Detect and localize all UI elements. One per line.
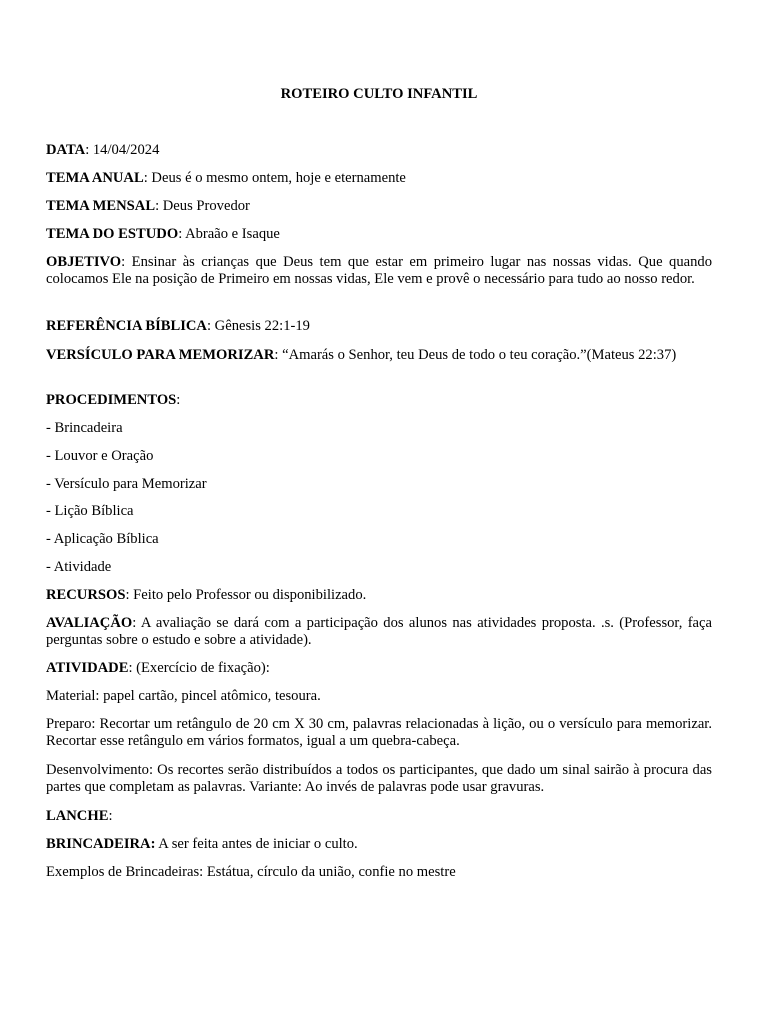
tema-anual-label: TEMA ANUAL [46, 170, 144, 186]
objetivo-paragraph [46, 254, 712, 288]
tema-mensal-value: : Deus Provedor [155, 198, 250, 214]
avaliacao-paragraph [46, 615, 712, 649]
tema-anual-line [46, 170, 712, 187]
objetivo-value: : Ensinar às crianças que Deus tem que estar em primeiro lugar nas nossas vidas. Que quando colocamos Ele na posição de Primeiro em nossas vidas, Ele vem e provê o necessário para tudo ao nosso redor. [46, 254, 712, 287]
versiculo-paragraph [46, 347, 712, 364]
tema-estudo-label: TEMA DO ESTUDO [46, 226, 179, 242]
data-value: : 14/04/2024 [85, 142, 160, 158]
brincadeira-value: A ser feita antes de iniciar o culto. [155, 836, 358, 852]
procedimentos-value: : [176, 392, 181, 408]
preparo-paragraph: Preparo: Recortar um retângulo de 20 cm X 30 cm, palavras relacionadas à lição, ou o versículo para memorizar. Recortar esse retângulo em vários formatos, igual a um quebra-cabeça. [46, 716, 712, 749]
list-item: - Louvor e Oração [46, 448, 154, 464]
brincadeira-label: BRINCADEIRA: [46, 836, 156, 852]
atividade-label: ATIVIDADE [46, 660, 129, 676]
tema-anual-value: : Deus é o mesmo ontem, hoje e eternamente [143, 170, 406, 186]
procedimentos-label: PROCEDIMENTOS [46, 392, 177, 408]
versiculo-value: : “Amarás o Senhor, teu Deus de todo o teu coração.”(Mateus 22:37) [274, 347, 677, 363]
procedimentos-line [46, 392, 712, 409]
tema-estudo-value: : Abraão e Isaque [178, 226, 280, 242]
recursos-value: : Feito pelo Professor ou disponibilizado. [125, 587, 367, 603]
list-item: - Atividade [46, 559, 112, 575]
avaliacao-value: : A avaliação se dará com a participação dos alunos nas atividades proposta. .s. (Professor, faça perguntas sobre o estudo e sobre a atividade). [46, 615, 712, 648]
referencia-line [46, 318, 712, 335]
exemplos-line: Exemplos de Brincadeiras: Estátua, círculo da união, confie no mestre [46, 864, 456, 880]
versiculo-label: VERSÍCULO PARA MEMORIZAR [46, 347, 275, 363]
tema-mensal-label: TEMA MENSAL [46, 198, 156, 214]
tema-mensal-line [46, 198, 712, 215]
desenvolvimento-paragraph: Desenvolvimento: Os recortes serão distribuídos a todos os participantes, que dado um sinal sairão à procura das partes que completam as palavras. Variante: Ao invés de palavras pode usar gravuras. [46, 762, 712, 795]
recursos-label: RECURSOS [46, 587, 126, 603]
lanche-label: LANCHE [46, 808, 109, 824]
list-item: - Brincadeira [46, 420, 123, 436]
material-line: Material: papel cartão, pincel atômico, tesoura. [46, 688, 321, 704]
data-line [46, 142, 712, 159]
page-title: ROTEIRO CULTO INFANTIL [280, 86, 478, 102]
atividade-value: : (Exercício de fixação): [128, 660, 270, 676]
referencia-value: : Gênesis 22:1-19 [206, 318, 310, 334]
list-item: - Lição Bíblica [46, 503, 134, 519]
tema-estudo-line [46, 226, 712, 243]
referencia-label: REFERÊNCIA BÍBLICA [46, 318, 207, 334]
objetivo-label: OBJETIVO [46, 254, 122, 270]
avaliacao-label: AVALIAÇÃO [46, 615, 133, 631]
list-item: - Versículo para Memorizar [46, 476, 207, 492]
lanche-line [46, 808, 712, 825]
list-item: - Aplicação Bíblica [46, 531, 159, 547]
data-label: DATA [46, 142, 86, 158]
atividade-line [46, 660, 712, 677]
recursos-line [46, 587, 712, 604]
lanche-value: : [108, 808, 113, 824]
brincadeira-line [46, 836, 712, 853]
